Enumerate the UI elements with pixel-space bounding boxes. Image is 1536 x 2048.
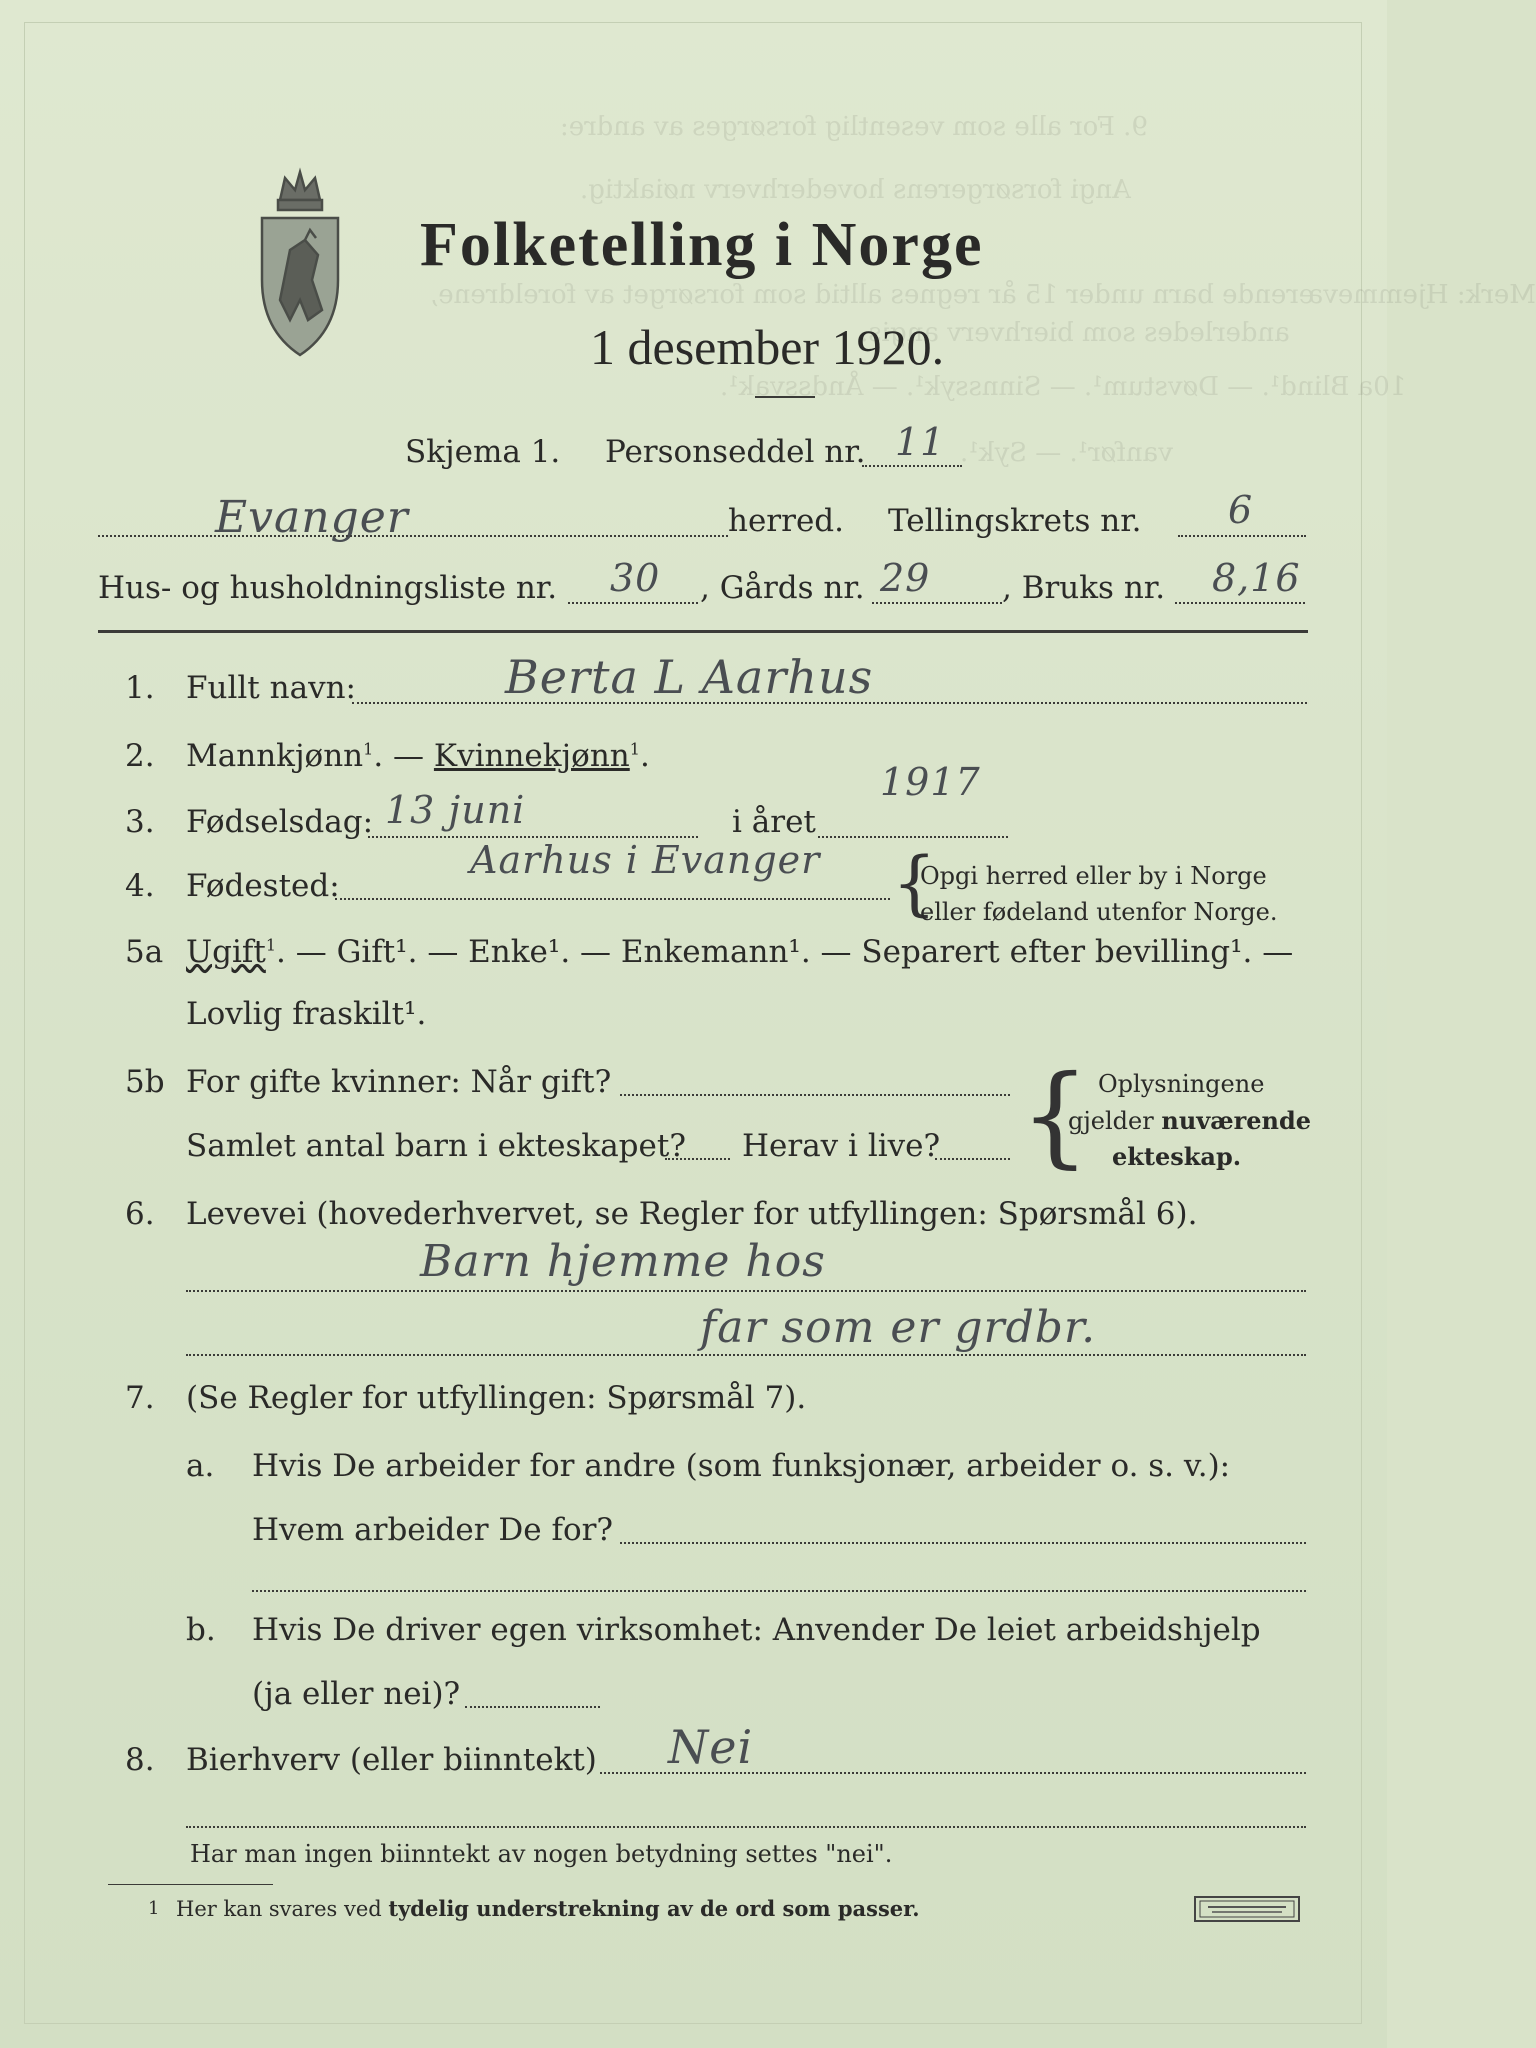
coat-of-arms-icon xyxy=(250,160,350,360)
q7b-question: (ja eller nei)? xyxy=(252,1676,461,1712)
q3-year-label: i året xyxy=(732,804,816,840)
census-date: 1 desember 1920. xyxy=(590,319,945,375)
herred-line xyxy=(98,535,728,537)
q7a-line-2 xyxy=(252,1590,1306,1592)
q5b-number: 5b xyxy=(125,1064,165,1100)
q5b-label-2: Samlet antal barn i ekteskapet? xyxy=(186,1128,686,1164)
schema-label: Skjema 1. xyxy=(405,434,561,470)
q7b-text: Hvis De driver egen virksomhet: Anvender De leiet arbeidshjelp xyxy=(252,1612,1261,1648)
q5b-brace: { xyxy=(1020,1051,1090,1179)
nei-note: Har man ingen biinntekt av nogen betydning settes "nei". xyxy=(190,1840,893,1868)
header-divider xyxy=(98,630,1308,633)
q7b-letter: b. xyxy=(186,1612,216,1648)
bleed-through-text: anderledes som bierhverv angis. xyxy=(860,318,1290,348)
hus-value: 30 xyxy=(610,556,661,600)
herred-value: Evanger xyxy=(215,492,409,543)
bruks-line xyxy=(1175,602,1305,604)
footnote-text: Her kan svares ved tydelig understrekning av de ord som passer. xyxy=(176,1896,920,1921)
q7a-letter: a. xyxy=(186,1448,215,1484)
q7b-line xyxy=(465,1706,600,1708)
q5a-number: 5a xyxy=(125,934,164,970)
q5b-label-1: For gifte kvinner: Når gift? xyxy=(186,1064,612,1100)
personseddel-label: Personseddel nr. xyxy=(605,434,866,470)
q4-note-2: eller fødeland utenfor Norge. xyxy=(920,898,1278,926)
q6-line-1 xyxy=(186,1290,1306,1292)
q3-year-value: 1917 xyxy=(880,760,981,804)
q7-label: (Se Regler for utfyllingen: Spørsmål 7). xyxy=(186,1380,807,1416)
q3-number: 3. xyxy=(125,804,155,840)
q5b-line-1 xyxy=(620,1094,1010,1096)
footnote-number: 1 xyxy=(148,1898,160,1919)
bruks-value: 8,16 xyxy=(1212,556,1301,600)
title-underline xyxy=(755,396,815,398)
q3-year-line xyxy=(818,836,1008,838)
q5b-note-1: Oplysningene xyxy=(1098,1070,1265,1098)
footnote-rule xyxy=(108,1884,273,1885)
q3-label: Fødselsdag: xyxy=(186,804,374,840)
q4-note-1: Opgi herred eller by i Norge xyxy=(920,862,1267,890)
tellingskrets-line xyxy=(1178,535,1306,537)
ugift-option: Ugift xyxy=(186,934,266,970)
hus-line xyxy=(568,602,698,604)
gards-line xyxy=(872,602,1002,604)
q6-line-2 xyxy=(186,1354,1306,1356)
personseddel-value: 11 xyxy=(895,420,946,464)
q2-number: 2. xyxy=(125,738,155,774)
q1-value: Berta L Aarhus xyxy=(505,650,874,704)
bleed-through-text: Merk: Hjemmeværende barn under 15 år regnes alltid som forsørget av foreldrene, xyxy=(430,280,1536,310)
q6-number: 6. xyxy=(125,1196,155,1232)
q7a-text: Hvis De arbeider for andre (som funksjonær, arbeider o. s. v.): xyxy=(252,1448,1231,1484)
q6-value-1: Barn hjemme hos xyxy=(420,1236,826,1287)
q5b-line-3 xyxy=(935,1158,1010,1160)
q8-line-2 xyxy=(186,1826,1306,1828)
q5a-line-2: Lovlig fraskilt¹. xyxy=(186,996,427,1032)
q8-label: Bierhverv (eller biinntekt) xyxy=(186,1742,597,1778)
q5a-options: Ugift$^1$. — Gift¹. — Enke¹. — Enkemann¹. — Separert efter bevilling¹. — xyxy=(186,934,1294,970)
q4-label: Fødested: xyxy=(186,868,340,904)
q2-label: Mannkjønn$^1$. — Kvinnekjønn$^1$. xyxy=(186,738,650,774)
bleed-through-text: 9. For alle som vesentlig forsørges av andre: xyxy=(560,112,1148,142)
hus-label: Hus- og husholdningsliste nr. xyxy=(98,570,558,606)
q5b-note-2: gjelder nuværende xyxy=(1068,1106,1312,1135)
q7-number: 7. xyxy=(125,1380,155,1416)
form-title: Folketelling i Norge xyxy=(420,211,984,279)
q5b-note-3: ekteskap. xyxy=(1112,1142,1242,1171)
q6-value-2: far som er grdbr. xyxy=(700,1302,1097,1353)
gards-value: 29 xyxy=(880,556,931,600)
bleed-through-text: Angi forsørgerens hovederhverv nøiaktig. xyxy=(580,175,1131,205)
tellingskrets-label: Tellingskrets nr. xyxy=(888,503,1142,539)
bleed-through-text: 10a Blind¹. — Døvstum¹. — Sinnssyk¹. — Åndssvak¹. xyxy=(720,372,1407,402)
tellingskrets-value: 6 xyxy=(1228,488,1254,532)
kvinnekjonn-option: Kvinnekjønn xyxy=(433,738,630,774)
q1-label: Fullt navn: xyxy=(186,670,356,706)
q3-day-value: 13 juni xyxy=(385,788,526,832)
bruks-label: , Bruks nr. xyxy=(1002,570,1166,606)
q4-number: 4. xyxy=(125,868,155,904)
q4-line xyxy=(335,898,890,900)
q5b-line-2 xyxy=(665,1158,730,1160)
printer-stamp-icon xyxy=(1194,1896,1300,1922)
herred-label: herred. xyxy=(728,503,844,539)
q7a-question: Hvem arbeider De for? xyxy=(252,1512,614,1548)
q1-number: 1. xyxy=(125,670,155,706)
personseddel-line xyxy=(862,465,962,467)
bleed-through-text: vanfør¹. — Syk¹. xyxy=(960,438,1173,468)
q5b-label-3: Herav i live? xyxy=(742,1128,941,1164)
q8-value: Nei xyxy=(668,1720,754,1774)
q4-brace: { xyxy=(892,842,937,924)
q6-label: Levevei (hovederhvervet, se Regler for utfyllingen: Spørsmål 6). xyxy=(186,1196,1198,1232)
q8-number: 8. xyxy=(125,1742,155,1778)
q4-value: Aarhus i Evanger xyxy=(470,838,821,882)
q7a-line-1 xyxy=(620,1542,1306,1544)
gards-label: , Gårds nr. xyxy=(700,570,865,606)
